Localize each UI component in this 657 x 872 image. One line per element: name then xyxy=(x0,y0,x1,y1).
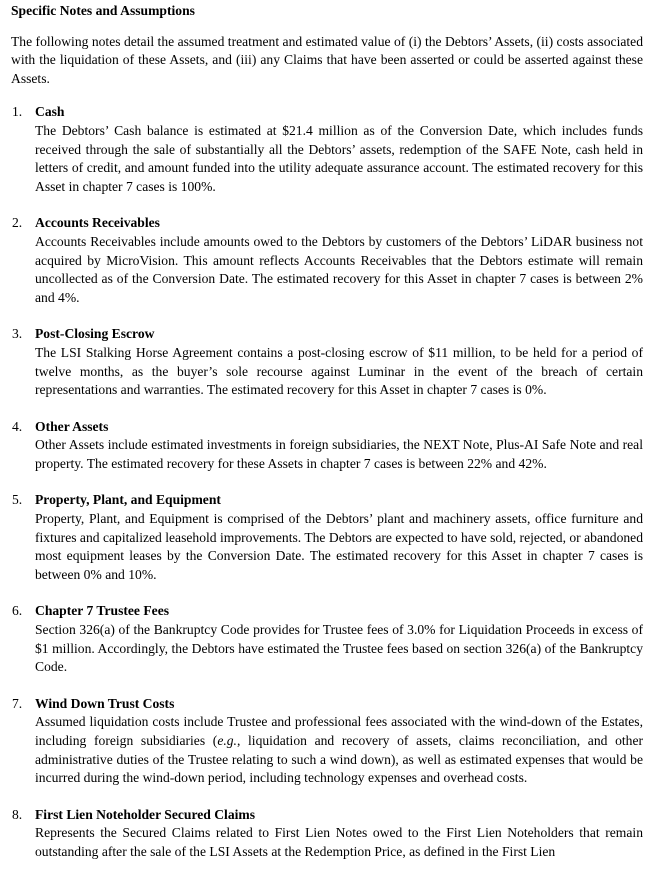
note-number: 4. xyxy=(12,418,23,434)
note-number: 7. xyxy=(12,695,23,711)
note-heading: First Lien Noteholder Secured Claims xyxy=(35,806,256,822)
note-item-cash xyxy=(11,103,643,196)
note-body: The Debtors’ Cash balance is estimated at $21.4 million as of the Conversion Date, which includes funds received through the sale of substantially all the Debtors’ assets, redemption of the SAFE Note, cash held in letters of credit, and amount funded into the utility adequate assurance account. The estimated recovery for this Asset in chapter 7 cases is 100%. xyxy=(35,122,643,194)
note-body: The LSI Stalking Horse Agreement contains a post-closing escrow of $11 million, to be held for a period of twelve months, as the buyer’s sole recourse against Luminar in the event of the breach of certain representations and warranties. The estimated recovery for this Asset in chapter 7 cases is 0%. xyxy=(35,344,643,398)
note-heading: Other Assets xyxy=(35,418,109,434)
note-number: 3. xyxy=(12,326,23,342)
note-heading: Post-Closing Escrow xyxy=(35,326,155,342)
page-title: Specific Notes and Assumptions xyxy=(11,3,195,18)
notes-list xyxy=(11,103,643,861)
note-heading: Wind Down Trust Costs xyxy=(35,695,175,711)
note-number: 2. xyxy=(12,215,23,231)
note-heading: Cash xyxy=(35,104,65,120)
note-number: 1. xyxy=(12,104,23,120)
note-body: Property, Plant, and Equipment is comprised of the Debtors’ plant and machinery assets, office furniture and fixtures and capitalized leasehold improvements. The Debtors are expected to have sold, rejected, or abandoned most equipment leases by the Conversion Date. The estimated recovery for this Asset in chapter 7 cases is between 0% and 10%. xyxy=(35,511,643,582)
note-body-text: Assumed liquidation costs include Trustee and professional fees associated with the wind-down of the Estates, including foreign subsidiaries ( xyxy=(35,714,643,748)
note-number: 6. xyxy=(12,603,23,619)
note-body: Represents the Secured Claims related to First Lien Notes owed to the First Lien Noteholders that remain outstanding after the sale of the LSI Assets at the Redemption Price, as defined in the First Lien xyxy=(35,825,643,859)
note-item-property-plant-equipment xyxy=(11,491,643,584)
note-body: Other Assets include estimated investments in foreign subsidiaries, the NEXT Note, Plus-AI Safe Note and real property. The estimated recovery for these Assets in chapter 7 cases is between 22% and 42%. xyxy=(35,437,643,471)
note-heading: Property, Plant, and Equipment xyxy=(35,492,221,508)
note-item-accounts-receivables xyxy=(11,214,643,307)
note-body xyxy=(35,713,643,787)
note-item-first-lien-secured-claims xyxy=(11,806,643,862)
note-body: Accounts Receivables include amounts owed to the Debtors by customers of the Debtors’ LiDAR business not acquired by MicroVision. This amount reflects Accounts Receivables that the Debtors estimate will remain uncollected as of the Conversion Date. The estimated recovery for this Asset in chapter 7 cases is between 2% and 4%. xyxy=(35,233,643,305)
note-heading: Accounts Receivables xyxy=(35,215,160,231)
note-number: 8. xyxy=(12,806,23,822)
note-item-wind-down-trust-costs xyxy=(11,695,643,788)
note-number: 5. xyxy=(12,492,23,508)
note-item-trustee-fees xyxy=(11,602,643,676)
note-body-text: , liquidation and recovery of assets, claims reconciliation, and other administrative duties of the Trustee relating to such a wind down), as well as estimated expenses that would be incurred during the wind-down period, including technology expenses and overhead costs. xyxy=(35,733,644,786)
note-item-other-assets xyxy=(11,418,643,474)
note-item-post-closing-escrow xyxy=(11,325,643,399)
note-body-italic: e.g. xyxy=(217,733,237,748)
intro-paragraph: The following notes detail the assumed treatment and estimated value of (i) the Debtors’ Assets, (ii) costs associated with the liquidation of these Assets, and (iii) any Claims that have been asserted or could be asserted against these Assets. xyxy=(11,33,643,86)
note-heading: Chapter 7 Trustee Fees xyxy=(35,603,170,619)
note-body: Section 326(a) of the Bankruptcy Code provides for Trustee fees of 3.0% for Liquidation Proceeds in excess of $1 million. Accordingly, the Debtors have estimated the Trustee fees based on section 326(a) of the Bankruptcy Code. xyxy=(35,622,643,675)
